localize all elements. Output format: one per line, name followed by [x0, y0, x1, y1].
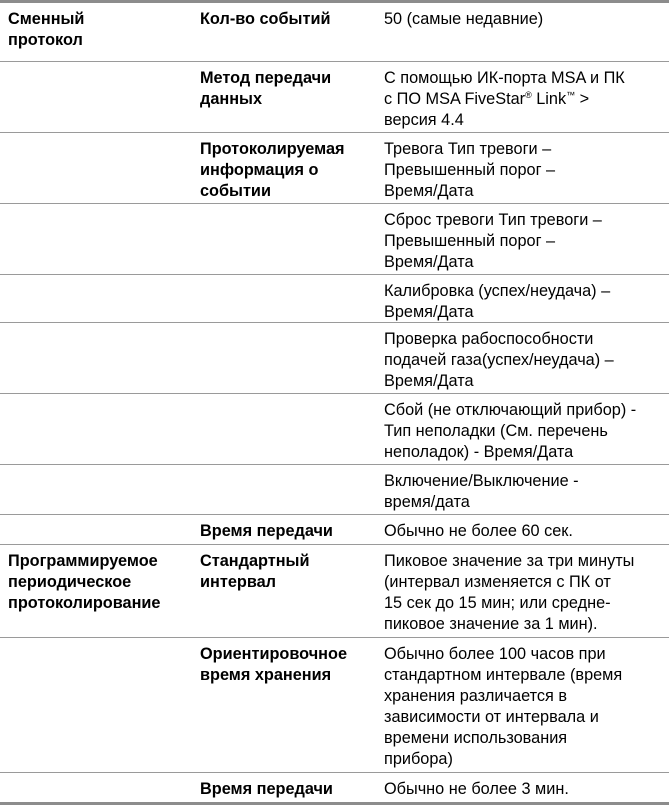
table-row — [0, 274, 669, 322]
section-cell — [0, 515, 192, 544]
value-cell: Сбой (не отключающий прибор) - Тип неполадки (См. перечень неполадок) - Время/Дата — [384, 401, 637, 461]
section-cell — [0, 465, 192, 514]
section-cell — [0, 323, 192, 393]
table-row — [0, 637, 669, 772]
parameter-cell: Ориентировочное время хранения — [200, 645, 347, 684]
value-cell: Включение/Выключение - время/дата — [384, 472, 579, 511]
parameter-cell: Стандартный интервал — [200, 552, 310, 591]
registered-mark: ® — [525, 90, 532, 100]
parameter-cell: Метод передачи данных — [200, 69, 332, 108]
parameter-cell: Кол-во событий — [200, 10, 331, 28]
section-cell — [0, 638, 192, 772]
value-cell: Обычно более 100 часов при стандартном интервале (время хранения различается в зависимости от интервала и времени использования прибора) — [384, 645, 623, 768]
value-cell: Пиковое значение за три минуты (интервал изменяется с ПК от 15 сек до 15 мин; или средне- пиковое значение за 1 мин). — [384, 552, 635, 633]
section-cell: Сменный протокол — [8, 10, 85, 49]
parameter-cell — [192, 394, 376, 464]
value-cell: Сброс тревоги Тип тревоги – Превышенный порог – Время/Дата — [384, 211, 602, 271]
table-row — [0, 132, 669, 203]
trademark-mark: ™ — [566, 90, 576, 100]
table-row — [0, 3, 669, 61]
table-row — [0, 322, 669, 393]
section-cell — [0, 62, 192, 132]
section-cell — [0, 394, 192, 464]
section-cell — [0, 133, 192, 203]
section-cell — [0, 275, 192, 322]
software-line: с ПО MSA FiveStar® Link™ > — [384, 90, 590, 108]
table-row — [0, 393, 669, 464]
table-row — [0, 464, 669, 514]
table-row — [0, 203, 669, 274]
table-row — [0, 544, 669, 637]
value-cell: С помощью ИК-порта MSA и ПК с ПО MSA FiveStar® Link™ > версия 4.4 — [376, 62, 669, 132]
parameter-cell — [192, 323, 376, 393]
parameter-cell — [192, 204, 376, 274]
section-cell — [0, 773, 192, 802]
value-cell: Тревога Тип тревоги – Превышенный порог – Время/Дата — [384, 140, 556, 200]
parameter-cell: Время передачи — [200, 522, 333, 540]
table-row — [0, 61, 669, 132]
value-cell: 50 (самые недавние) — [384, 10, 544, 28]
value-cell: Проверка рабоспособности подачей газа(успех/неудача) – Время/Дата — [384, 330, 614, 390]
value-cell: Обычно не более 3 мин. — [384, 780, 569, 798]
value-cell: Обычно не более 60 сек. — [384, 522, 573, 540]
section-cell: Программируемое периодическое протоколирование — [8, 552, 161, 612]
parameter-cell: Протоколируемая информация о событии — [200, 140, 345, 200]
table-row — [0, 772, 669, 802]
parameter-cell — [192, 275, 376, 322]
parameter-cell: Время передачи — [200, 780, 333, 798]
table-row — [0, 514, 669, 544]
value-cell: Калибровка (успех/неудача) – Время/Дата — [384, 282, 611, 321]
parameter-cell — [192, 465, 376, 514]
section-cell — [0, 204, 192, 274]
